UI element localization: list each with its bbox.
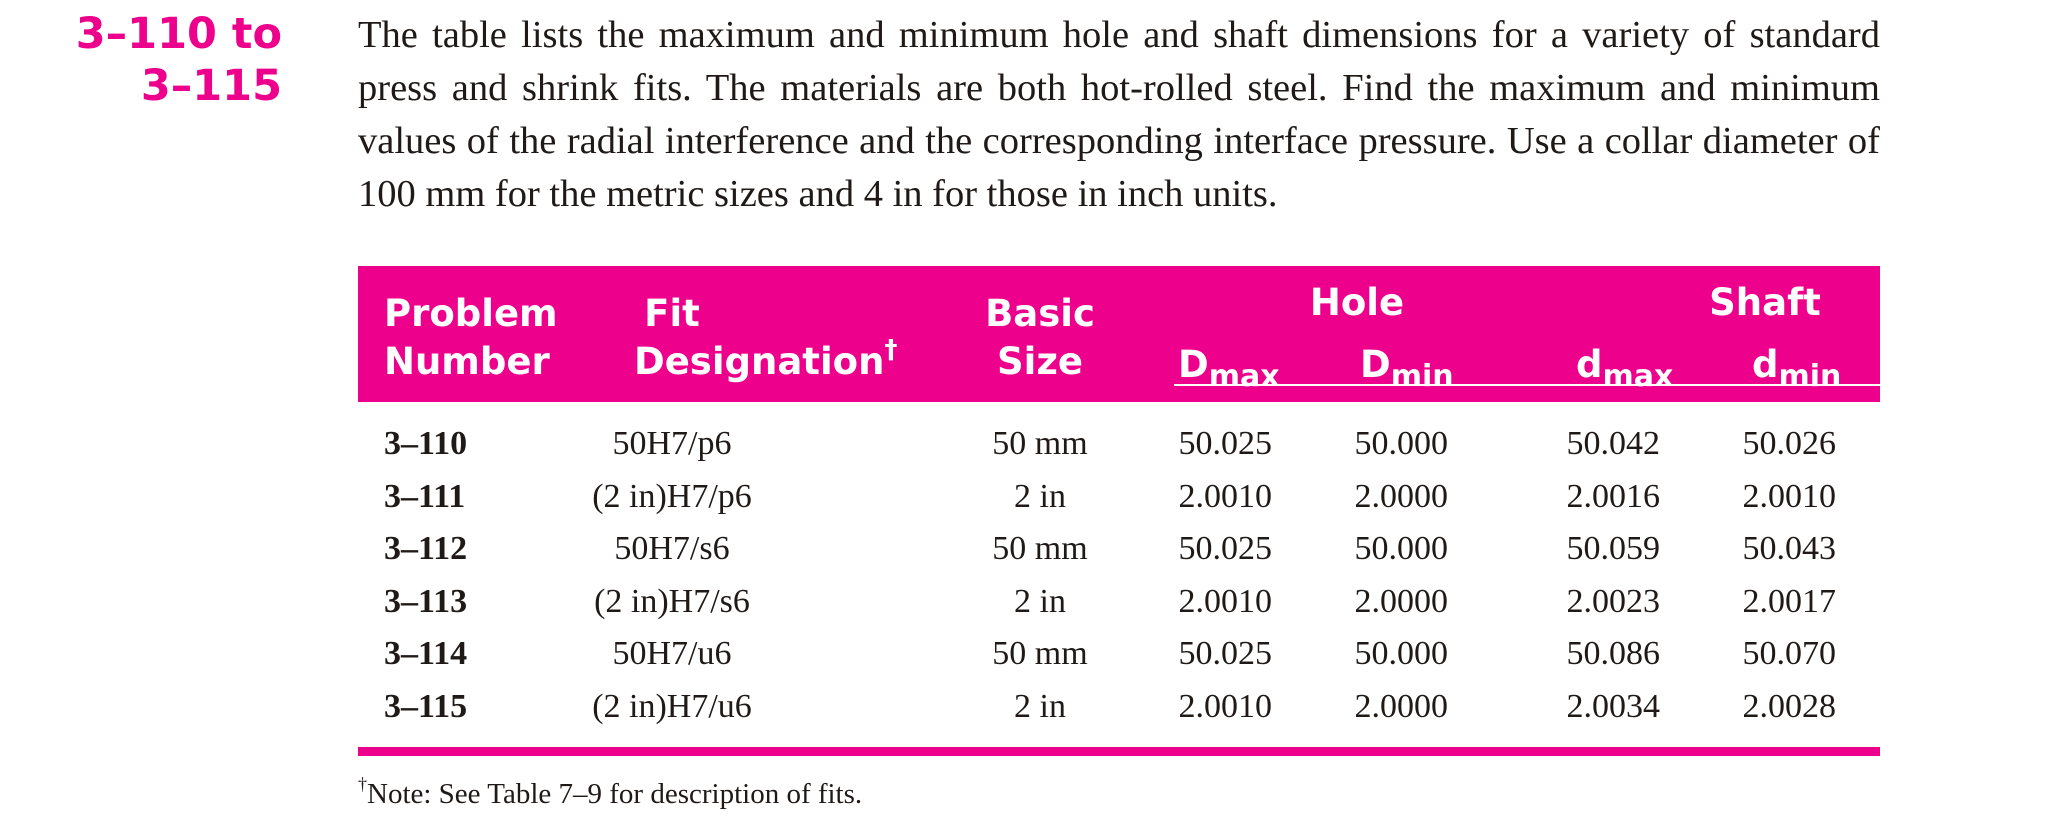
cell-hole-dmin: 2.0000 (1354, 477, 1448, 515)
header-fit-line-1: Fit (644, 292, 700, 335)
table-row (358, 523, 1880, 576)
cell-hole-dmin: 2.0000 (1354, 687, 1448, 725)
header-problem-number-line-2: Number (384, 340, 550, 383)
cell-shaft-dmin: 2.0010 (1742, 477, 1836, 515)
cell-problem-number: 3–112 (384, 530, 468, 568)
cell-shaft-dmax: 2.0034 (1566, 687, 1660, 725)
table-row (358, 418, 1880, 471)
table-row (358, 471, 1880, 524)
table-row (358, 628, 1880, 681)
cell-problem-number: 3–115 (384, 687, 468, 725)
cell-hole-dmax: 2.0010 (1178, 477, 1272, 515)
cell-fit-designation: 50H7/s6 (614, 530, 730, 568)
problem-number-line-1: 3–110 to (75, 9, 282, 59)
cell-basic-size: 50 mm (992, 425, 1088, 462)
cell-basic-size: 2 in (1014, 687, 1066, 725)
cell-problem-number: 3–111 (384, 477, 466, 515)
table-header (358, 266, 1880, 402)
header-d-max-hole: $D_{max}$ (1178, 343, 1280, 394)
cell-hole-dmin: 50.000 (1354, 530, 1448, 568)
problem-number-line-2: 3–115 (140, 61, 282, 111)
cell-problem-number: 3–110 (384, 425, 468, 462)
cell-basic-size: 2 in (1014, 477, 1066, 515)
cell-problem-number: 3–114 (384, 635, 468, 673)
problem-statement: The table lists the maximum and minimum hole and shaft dimensions for a variety of standard press and shrink fits. The materials are both hot-rolled steel. Find the maximum and minimum values of the radial interference and the corresponding interface pressure. Use a collar diameter of 100 mm for the metric sizes and 4 in for those in inch units. (358, 14, 1880, 215)
cell-shaft-dmin: 50.026 (1742, 425, 1836, 462)
cell-shaft-dmax: 50.042 (1566, 425, 1660, 462)
cell-shaft-dmax: 2.0023 (1566, 582, 1660, 620)
cell-fit-designation: 50H7/u6 (612, 635, 732, 673)
header-hole: Hole (1309, 281, 1405, 324)
table-row (358, 576, 1880, 629)
header-d-min-shaft: $d_{min}$ (1752, 343, 1842, 394)
cell-fit-designation: 50H7/p6 (612, 425, 732, 462)
cell-hole-dmax: 50.025 (1178, 635, 1272, 673)
cell-hole-dmin: 50.000 (1354, 635, 1448, 673)
table-body (358, 418, 1880, 734)
cell-problem-number: 3–113 (384, 582, 468, 620)
cell-hole-dmax: 2.0010 (1178, 582, 1272, 620)
cell-basic-size: 50 mm (992, 530, 1088, 568)
header-basic-line-2: Size (997, 340, 1083, 383)
cell-hole-dmax: 2.0010 (1178, 687, 1272, 725)
problem-number (40, 8, 282, 112)
header-fit-dagger: † (884, 335, 898, 365)
cell-fit-designation: (2 in)H7/s6 (594, 582, 750, 620)
header-d-min-hole: $D_{min}$ (1360, 343, 1454, 394)
header-problem-number-line-1: Problem (384, 292, 558, 335)
cell-hole-dmin: 2.0000 (1354, 582, 1448, 620)
table-row (358, 681, 1880, 734)
cell-shaft-dmax: 50.086 (1566, 635, 1660, 673)
table-bottom-rule (358, 747, 1880, 756)
header-fit-designation: Designation (634, 340, 885, 383)
header-d-max-shaft: $d_{max}$ (1576, 343, 1674, 394)
cell-shaft-dmin: 2.0028 (1742, 687, 1836, 725)
header-fit-line-2 (634, 335, 898, 386)
cell-hole-dmax: 50.025 (1178, 530, 1272, 568)
cell-fit-designation: (2 in)H7/p6 (592, 477, 752, 515)
cell-shaft-dmax: 2.0016 (1566, 477, 1660, 515)
cell-basic-size: 50 mm (992, 635, 1088, 673)
cell-shaft-dmin: 50.070 (1742, 635, 1836, 673)
header-shaft: Shaft (1709, 281, 1821, 324)
table-footnote (358, 774, 863, 811)
cell-hole-dmax: 50.025 (1178, 425, 1272, 462)
cell-shaft-dmin: 2.0017 (1742, 582, 1836, 620)
header-basic-line-1: Basic (985, 292, 1095, 335)
cell-fit-designation: (2 in)H7/u6 (592, 687, 752, 725)
cell-shaft-dmax: 50.059 (1566, 530, 1660, 568)
footnote-dagger: † (358, 774, 367, 794)
cell-shaft-dmin: 50.043 (1742, 530, 1836, 568)
cell-basic-size: 2 in (1014, 582, 1066, 620)
footnote-text: Note: See Table 7–9 for description of fits. (367, 778, 863, 810)
cell-hole-dmin: 50.000 (1354, 425, 1448, 462)
